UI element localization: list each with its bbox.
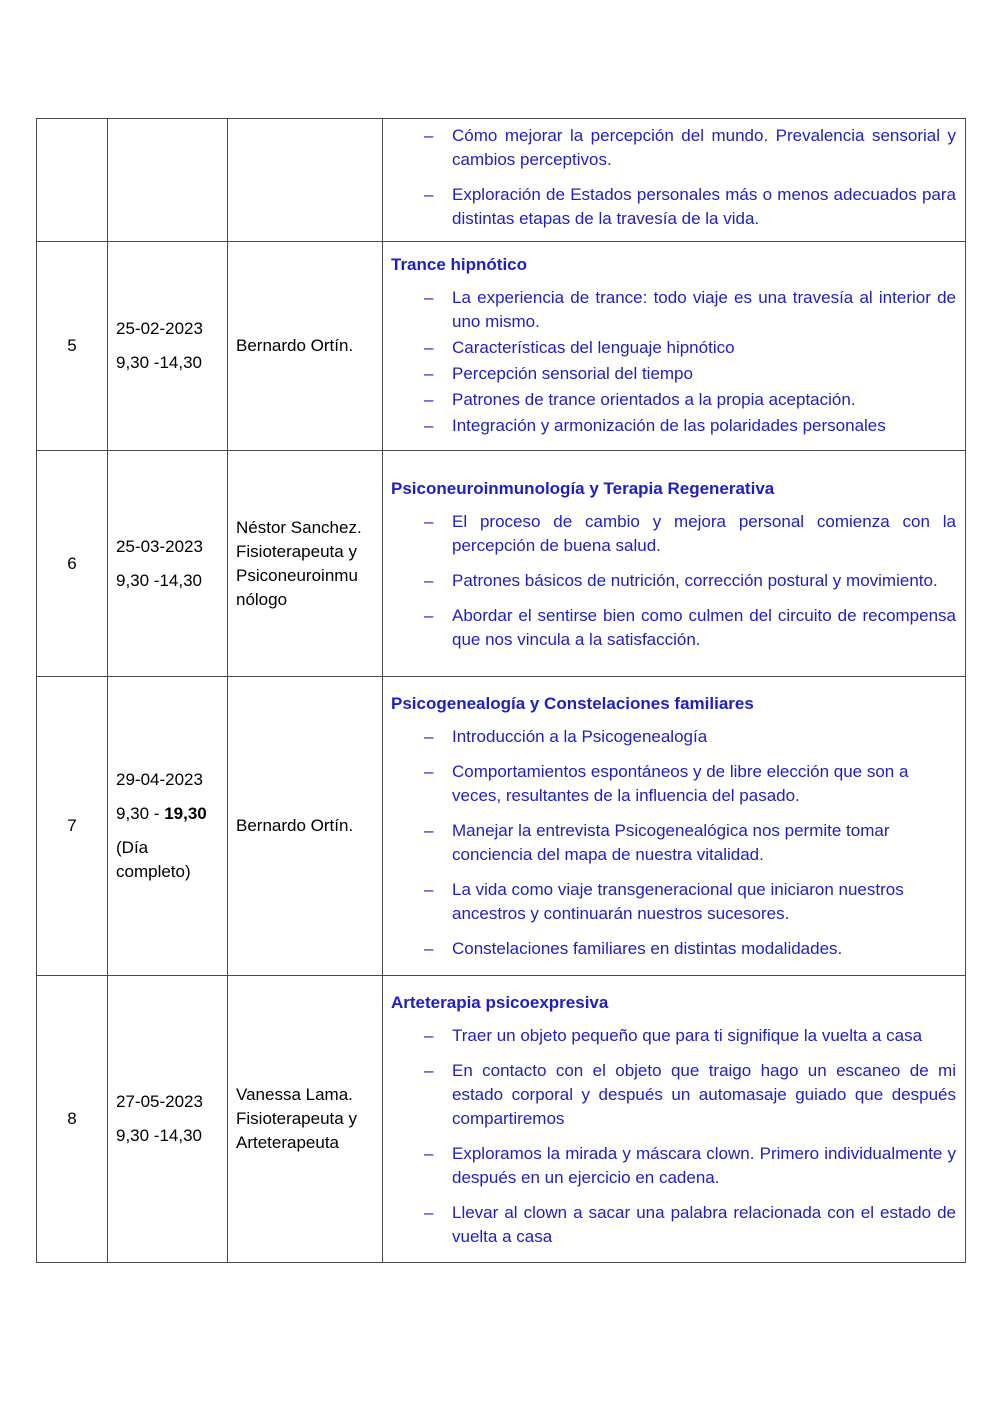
schedule-table	[36, 118, 966, 1263]
session-end-time: 19,30	[164, 804, 207, 823]
session-time: 9,30 -14,30	[116, 1126, 203, 1145]
list-item: – Introducción a la Psicogenealogía	[424, 725, 956, 749]
session-number-cell: 5	[37, 242, 108, 451]
dash-bullet-icon: –	[424, 880, 434, 899]
topic-list	[391, 286, 956, 438]
list-item: – Exploración de Estados personales más o menos adecuados para distintas etapas de la travesía de la vida.	[424, 184, 956, 228]
table-row	[37, 119, 966, 242]
dash-bullet-icon: –	[424, 184, 434, 204]
speaker-role: Fisioterapeuta y	[236, 1109, 357, 1128]
session-date: 25-02-2023	[116, 319, 203, 338]
dash-bullet-icon: –	[424, 416, 434, 435]
speaker-cell	[228, 242, 383, 451]
list-item: – El proceso de cambio y mejora personal comienza con la percepción de buena salud.	[424, 511, 956, 555]
list-item: – Comportamientos espontáneos y de libre elección que son a veces, resultantes de la influencia del pasado.	[424, 762, 909, 805]
topic-title: Trance hipnótico	[391, 255, 528, 274]
dash-bullet-icon: –	[424, 939, 434, 958]
dash-bullet-icon: –	[424, 1060, 434, 1080]
dash-bullet-icon: –	[424, 338, 434, 357]
session-date-cell	[108, 677, 228, 976]
speaker-cell	[228, 451, 383, 677]
session-time: 9,30 - 19,30	[116, 804, 207, 823]
list-item: – Patrones básicos de nutrición, corrección postural y movimiento.	[424, 569, 956, 593]
list-item: – Manejar la entrevista Psicogenealógica nos permite tomar conciencia del mapa de nuestra vitalidad.	[424, 821, 890, 864]
session-date-cell	[108, 119, 228, 242]
speaker-cell	[228, 677, 383, 976]
list-item: – Abordar el sentirse bien como culmen del circuito de recompensa que nos vincula a la satisfacción.	[424, 605, 956, 649]
session-date-cell	[108, 451, 228, 677]
table-row	[37, 242, 966, 451]
list-item: – Llevar al clown a sacar una palabra relacionada con el estado de vuelta a casa	[424, 1202, 956, 1246]
session-date: 25-03-2023	[116, 536, 203, 556]
speaker-role: Fisioterapeuta y	[236, 541, 357, 561]
session-date: 29-04-2023	[116, 770, 203, 789]
session-time: 9,30 -14,30	[116, 570, 203, 590]
list-item: – En contacto con el objeto que traigo hago un escaneo de mi estado corporal y después un automasaje guiado que después compartiremos	[424, 1060, 956, 1128]
speaker-name: Bernardo Ortín.	[236, 816, 354, 835]
dash-bullet-icon: –	[424, 288, 434, 307]
content-cell	[383, 976, 966, 1263]
dash-bullet-icon: –	[424, 605, 434, 625]
dash-bullet-icon: –	[424, 1202, 434, 1222]
topic-title: Arteterapia psicoexpresiva	[391, 992, 609, 1012]
list-item: – Exploramos la mirada y máscara clown. Primero individualmente y después en un ejercicio en cadena.	[424, 1143, 956, 1187]
dash-bullet-icon: –	[424, 727, 434, 746]
session-date-cell	[108, 242, 228, 451]
table-row	[37, 677, 966, 976]
list-item: – Patrones de trance orientados a la propia aceptación.	[424, 388, 956, 412]
topic-list	[391, 1024, 956, 1249]
dash-bullet-icon: –	[424, 390, 434, 409]
session-number-cell: 7	[37, 677, 108, 976]
topic-list	[391, 725, 956, 961]
list-item: – Integración y armonización de las polaridades personales	[424, 414, 956, 438]
list-item: – Cómo mejorar la percepción del mundo. Prevalencia sensorial y cambios perceptivos.	[424, 125, 956, 169]
session-number-cell	[37, 119, 108, 242]
list-item: – La experiencia de trance: todo viaje es una travesía al interior de uno mismo.	[424, 288, 956, 331]
dash-bullet-icon: –	[424, 364, 434, 383]
dash-bullet-icon: –	[424, 762, 434, 781]
topic-title: Psicogenealogía y Constelaciones familiares	[391, 694, 754, 713]
dash-bullet-icon: –	[424, 1025, 434, 1045]
speaker-role: nólogo	[236, 589, 288, 609]
speaker-name: Bernardo Ortín.	[236, 336, 354, 355]
session-time: 9,30 -14,30	[116, 353, 203, 372]
content-cell	[383, 119, 966, 242]
content-cell	[383, 677, 966, 976]
list-item: – Traer un objeto pequeño que para ti signifique la vuelta a casa	[424, 1024, 956, 1048]
list-item: – Constelaciones familiares en distintas modalidades.	[424, 937, 956, 961]
dash-bullet-icon: –	[424, 511, 434, 531]
session-date-cell	[108, 976, 228, 1263]
table-row	[37, 451, 966, 677]
dash-bullet-icon: –	[424, 1143, 434, 1163]
list-item: – Percepción sensorial del tiempo	[424, 362, 956, 386]
speaker-cell	[228, 119, 383, 242]
topic-list	[391, 510, 956, 652]
dash-bullet-icon: –	[424, 125, 434, 145]
session-number-cell: 6	[37, 451, 108, 677]
speaker-name: Vanessa Lama.	[236, 1085, 353, 1104]
topic-title: Psiconeuroinmunología y Terapia Regenerativa	[391, 478, 775, 498]
list-item: – La vida como viaje transgeneracional que iniciaron nuestros ancestros y continuarán nuestros sucesores.	[424, 880, 904, 923]
dash-bullet-icon: –	[424, 570, 434, 590]
list-item: – Características del lenguaje hipnótico	[424, 336, 956, 360]
session-number-cell: 8	[37, 976, 108, 1263]
session-note: (Día completo)	[116, 838, 191, 881]
dash-bullet-icon: –	[424, 821, 434, 840]
table-row	[37, 976, 966, 1263]
speaker-role: Psiconeuroinmu	[236, 565, 358, 585]
content-cell	[383, 242, 966, 451]
content-cell	[383, 451, 966, 677]
speaker-role: Arteterapeuta	[236, 1133, 340, 1152]
speaker-cell	[228, 976, 383, 1263]
speaker-name: Néstor Sanchez.	[236, 517, 362, 537]
topic-list	[391, 124, 956, 231]
session-date: 27-05-2023	[116, 1092, 203, 1111]
